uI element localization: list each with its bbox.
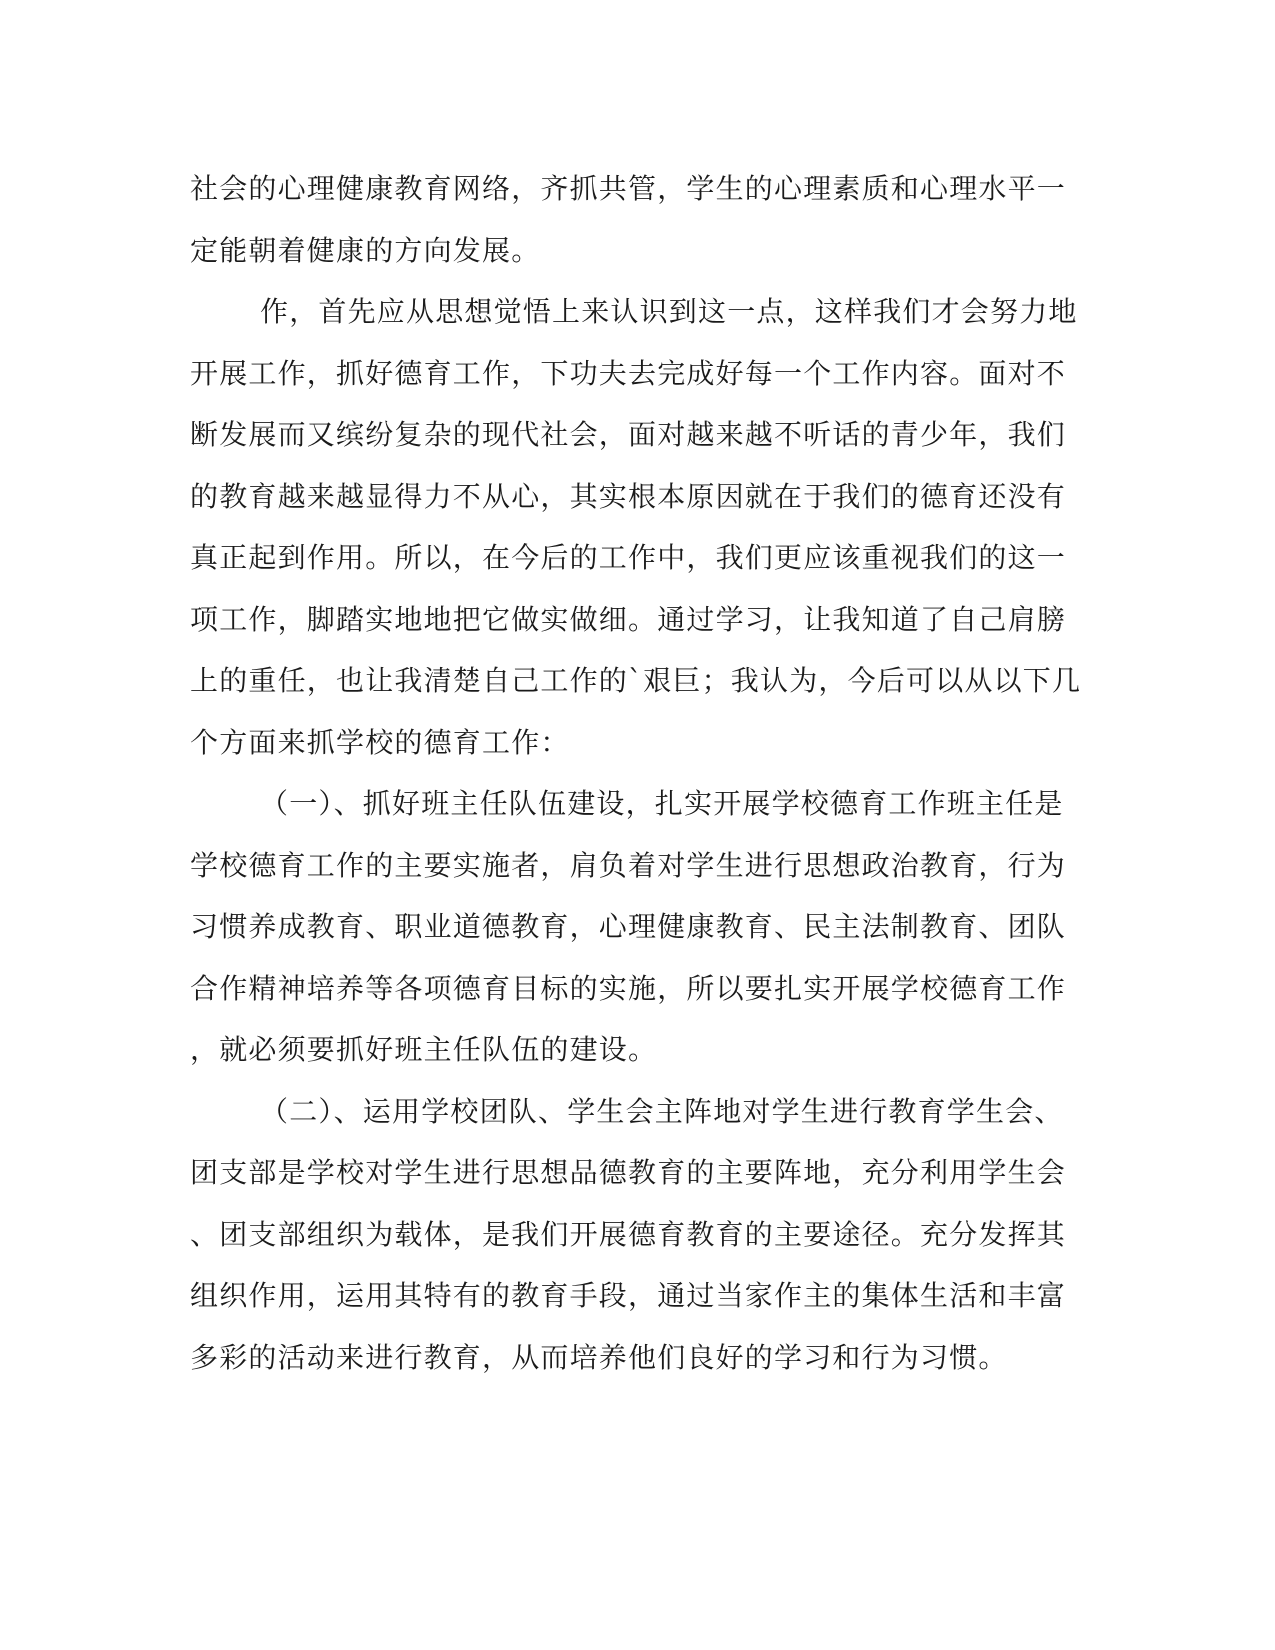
text-line: （二）、运用学校团队、学生会主阵地对学生进行教育学生会、 bbox=[260, 1094, 1064, 1128]
text-line: 习惯养成教育、职业道德教育，心理健康教育、民主法制教育、团队 bbox=[190, 910, 1067, 943]
document-body bbox=[190, 158, 1090, 1388]
text-line: 项工作，脚踏实地地把它做实做细。通过学习，让我知道了自己肩膀 bbox=[190, 602, 1067, 636]
text-line: 开展工作，抓好德育工作，下功夫去完成好每一个工作内容。面对不 bbox=[190, 356, 1067, 390]
text-line: 合作精神培养等各项德育目标的实施，所以要扎实开展学校德育工作 bbox=[190, 971, 1067, 1005]
text-line: 作，首先应从思想觉悟上来认识到这一点，这样我们才会努力地 bbox=[260, 295, 1078, 328]
text-line: 、团支部组织为载体，是我们开展德育教育的主要途径。充分发挥其 bbox=[190, 1217, 1067, 1251]
text-line: 的教育越来越显得力不从心，其实根本原因就在于我们的德育还没有 bbox=[190, 479, 1067, 513]
text-line: 团支部是学校对学生进行思想品德教育的主要阵地，充分利用学生会 bbox=[190, 1156, 1067, 1189]
text-line: （一）、抓好班主任队伍建设，扎实开展学校德育工作班主任是 bbox=[260, 787, 1064, 820]
text-line: 个方面来抓学校的德育工作： bbox=[190, 725, 570, 759]
text-line: 定能朝着健康的方向发展。 bbox=[190, 233, 541, 267]
text-line: 多彩的活动来进行教育，从而培养他们良好的学习和行为习惯。 bbox=[190, 1340, 1008, 1374]
text-line: 上的重任，也让我清楚自己工作的`艰巨；我认为，今后可以从以下几 bbox=[190, 664, 1082, 697]
text-line: 断发展而又缤纷复杂的现代社会，面对越来越不听话的青少年，我们 bbox=[190, 418, 1067, 451]
paragraph-3 bbox=[190, 773, 1090, 1081]
text-line: 真正起到作用。所以，在今后的工作中，我们更应该重视我们的这一 bbox=[190, 541, 1067, 574]
text-line: 组织作用，运用其特有的教育手段，通过当家作主的集体生活和丰富 bbox=[190, 1279, 1067, 1312]
text-line: ，就必须要抓好班主任队伍的建设。 bbox=[190, 1033, 658, 1066]
text-line: 学校德育工作的主要实施者，肩负着对学生进行思想政治教育，行为 bbox=[190, 848, 1067, 882]
paragraph-2 bbox=[190, 281, 1090, 773]
paragraph-1 bbox=[190, 158, 1090, 281]
text-line: 社会的心理健康教育网络，齐抓共管，学生的心理素质和心理水平一 bbox=[190, 172, 1067, 205]
paragraph-4 bbox=[190, 1081, 1090, 1389]
